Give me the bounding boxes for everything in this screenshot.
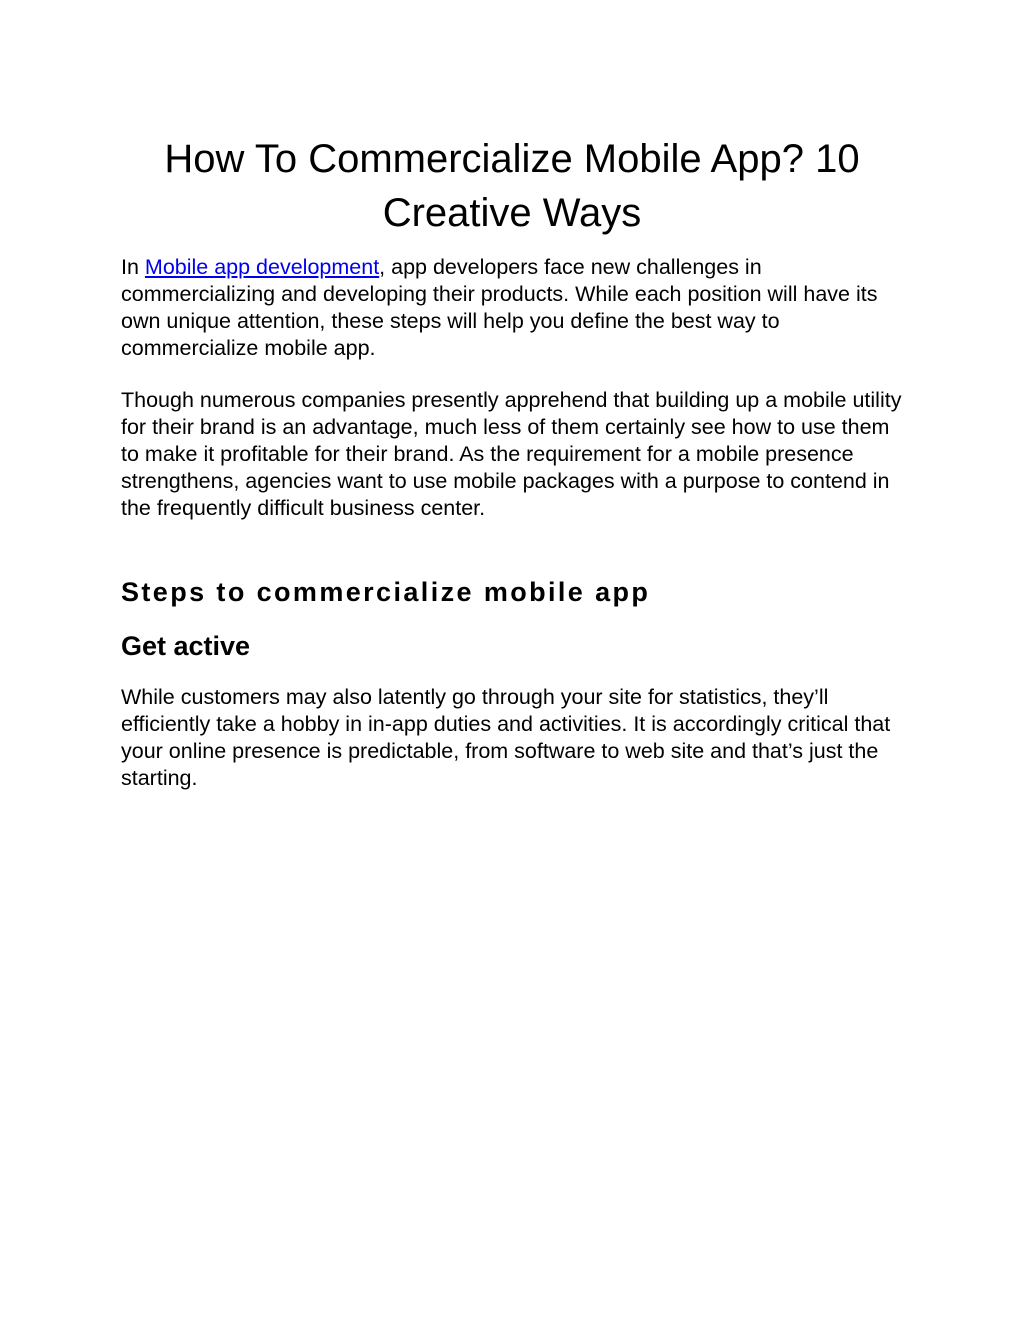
intro-paragraph [121, 254, 911, 362]
get-active-paragraph: While customers may also latently go through your site for statistics, they’ll efficiently take a hobby in in-app duties and activities. It is accordingly critical that your online presence is predictable, from software to web site and that’s just the starting. [121, 685, 891, 790]
section-heading: Steps to commercialize mobile app [121, 577, 651, 607]
intro-suffix: , app developers face new challenges in commercializing and developing their products. While each position will have its own unique attention, these steps will help you define the best way to commercialize mobile app. [121, 255, 878, 360]
intro-prefix: In [121, 255, 145, 279]
mobile-app-development-link[interactable]: Mobile app development [144, 255, 380, 279]
companies-paragraph: Though numerous companies presently apprehend that building up a mobile utility for their brand is an advantage, much less of them certainly see how to use them to make it profitable for their brand. As the requirement for a mobile presence strengthens, agencies want to use mobile packages with a purpose to contend in the frequently difficult business center. [121, 388, 902, 520]
get-active-heading: Get active [121, 631, 251, 661]
document-title: How To Commercialize Mobile App? 10 Creative Ways [164, 137, 860, 235]
